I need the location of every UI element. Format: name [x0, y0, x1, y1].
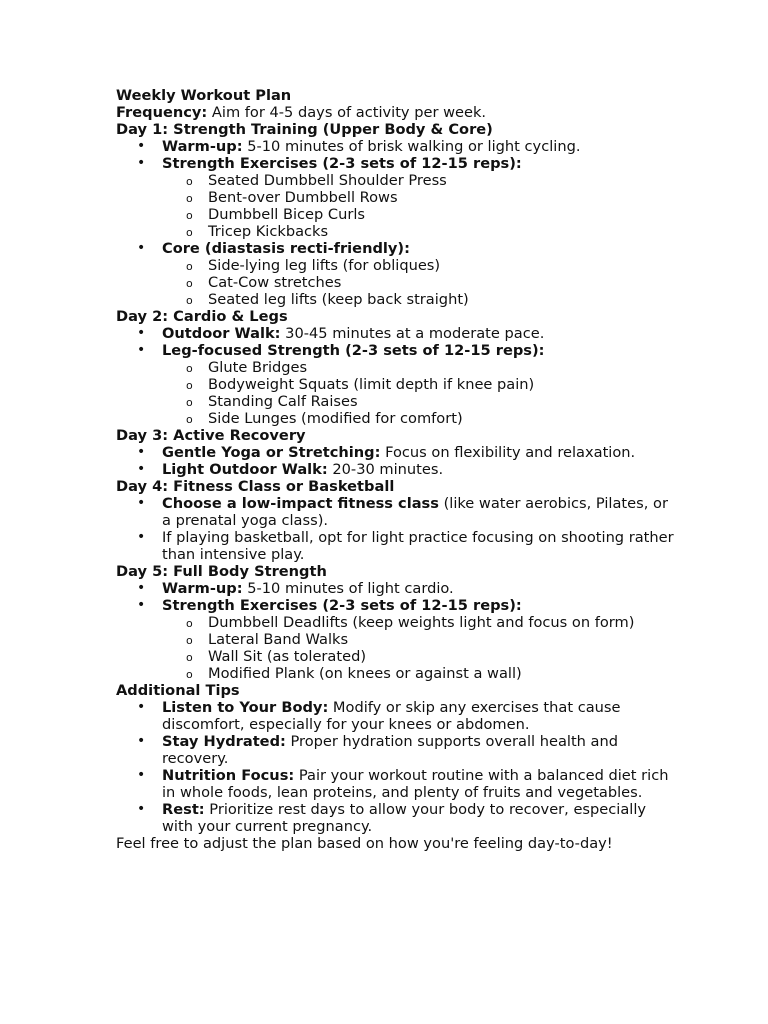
list-item: [116, 733, 676, 767]
day4-heading: Day 4: Fitness Class or Basketball: [116, 478, 395, 495]
item-text: 5-10 minutes of brisk walking or light cycling.: [242, 138, 581, 155]
circle-bullet-icon: o: [186, 362, 193, 375]
circle-bullet-icon: o: [186, 668, 193, 681]
bullet-icon: •: [137, 699, 146, 715]
sublist-item-text: Bent-over Dumbbell Rows: [208, 189, 398, 206]
circle-bullet-icon: o: [186, 413, 193, 426]
day3-heading: Day 3: Active Recovery: [116, 427, 306, 444]
item-text: Prioritize rest days to allow your body to recover, especially with your current pregnancy.: [162, 801, 647, 835]
bullet-icon: •: [137, 529, 146, 545]
circle-bullet-icon: o: [186, 651, 193, 664]
circle-bullet-icon: o: [186, 209, 193, 222]
item-text: (like water aerobics, Pilates, or a prenatal yoga class).: [162, 495, 668, 529]
circle-bullet-icon: o: [186, 175, 193, 188]
page-title: Weekly Workout Plan: [116, 87, 292, 104]
day3-list: [116, 444, 676, 478]
sublist-item: [162, 393, 676, 410]
item-label: Warm-up:: [162, 138, 243, 155]
sublist-item-text: Side Lunges (modified for comfort): [208, 410, 463, 427]
item-label: Leg-focused Strength (2-3 sets of 12-15 reps):: [162, 342, 545, 359]
sublist-item: [162, 631, 676, 648]
item-label: Stay Hydrated:: [162, 733, 286, 750]
list-item: [116, 495, 676, 529]
bullet-icon: •: [137, 733, 146, 749]
sublist-item-text: Tricep Kickbacks: [208, 223, 329, 240]
item-text: Modify or skip any exercises that cause discomfort, especially for your knees or abdomen.: [162, 699, 621, 733]
bullet-icon: •: [137, 342, 146, 358]
sublist-item-text: Lateral Band Walks: [208, 631, 349, 648]
tips-list: [116, 699, 676, 835]
day5-heading: Day 5: Full Body Strength: [116, 563, 327, 580]
sublist-item: [162, 223, 676, 240]
list-item: [116, 138, 676, 155]
item-text: Pair your workout routine with a balanced diet rich in whole foods, lean proteins, and plenty of fruits and vegetables.: [162, 767, 669, 801]
list-item: [116, 444, 676, 461]
sublist-item: [162, 410, 676, 427]
sublist: [162, 172, 676, 240]
frequency-line: [116, 104, 676, 121]
list-item: [116, 240, 676, 308]
item-label: Warm-up:: [162, 580, 243, 597]
bullet-icon: •: [137, 495, 146, 511]
list-item: [116, 461, 676, 478]
item-text: Focus on flexibility and relaxation.: [380, 444, 636, 461]
list-item: [116, 342, 676, 427]
sublist-item: [162, 665, 676, 682]
item-label: Core (diastasis recti-friendly):: [162, 240, 410, 257]
sublist-item: [162, 206, 676, 223]
item-text: 20-30 minutes.: [327, 461, 444, 478]
list-item: [116, 155, 676, 240]
item-label: Choose a low-impact fitness class: [162, 495, 439, 512]
sublist-item-text: Cat-Cow stretches: [208, 274, 342, 291]
tips-heading: Additional Tips: [116, 682, 240, 699]
sublist-item-text: Seated Dumbbell Shoulder Press: [208, 172, 447, 189]
bullet-icon: •: [137, 325, 146, 341]
item-text: 30-45 minutes at a moderate pace.: [280, 325, 545, 342]
sublist-item: [162, 614, 676, 631]
day5-list: [116, 580, 676, 682]
circle-bullet-icon: o: [186, 226, 193, 239]
list-item: [116, 529, 676, 563]
sublist-item: [162, 189, 676, 206]
day4-list: [116, 495, 676, 563]
day2-heading: Day 2: Cardio & Legs: [116, 308, 288, 325]
sublist-item: [162, 274, 676, 291]
item-text: 5-10 minutes of light cardio.: [242, 580, 454, 597]
sublist: [162, 359, 676, 427]
sublist-item-text: Wall Sit (as tolerated): [208, 648, 367, 665]
circle-bullet-icon: o: [186, 294, 193, 307]
item-label: Listen to Your Body:: [162, 699, 329, 716]
list-item: [116, 325, 676, 342]
circle-bullet-icon: o: [186, 396, 193, 409]
circle-bullet-icon: o: [186, 379, 193, 392]
sublist-item: [162, 257, 676, 274]
day1-heading: Day 1: Strength Training (Upper Body & Core): [116, 121, 493, 138]
list-item: [116, 597, 676, 682]
sublist-item-text: Side-lying leg lifts (for obliques): [208, 257, 441, 274]
item-label: Outdoor Walk:: [162, 325, 281, 342]
sublist: [162, 614, 676, 682]
day1-list: [116, 138, 676, 308]
list-item: [116, 801, 676, 835]
circle-bullet-icon: o: [186, 617, 193, 630]
frequency-text: Aim for 4-5 days of activity per week.: [207, 104, 487, 121]
bullet-icon: •: [137, 155, 146, 171]
item-label: Gentle Yoga or Stretching:: [162, 444, 381, 461]
frequency-label: Frequency:: [116, 104, 208, 121]
item-label: Nutrition Focus:: [162, 767, 295, 784]
document-body: [116, 87, 676, 852]
item-label: Light Outdoor Walk:: [162, 461, 328, 478]
sublist-item-text: Glute Bridges: [208, 359, 308, 376]
item-text: If playing basketball, opt for light practice focusing on shooting rather than intensive play.: [162, 529, 674, 563]
sublist-item-text: Standing Calf Raises: [208, 393, 358, 410]
sublist-item-text: Bodyweight Squats (limit depth if knee pain): [208, 376, 535, 393]
list-item: [116, 699, 676, 733]
item-label: Strength Exercises (2-3 sets of 12-15 reps):: [162, 597, 522, 614]
sublist-item: [162, 359, 676, 376]
bullet-icon: •: [137, 801, 146, 817]
bullet-icon: •: [137, 597, 146, 613]
circle-bullet-icon: o: [186, 634, 193, 647]
sublist-item-text: Dumbbell Bicep Curls: [208, 206, 366, 223]
bullet-icon: •: [137, 767, 146, 783]
list-item: [116, 580, 676, 597]
bullet-icon: •: [137, 580, 146, 596]
item-label: Strength Exercises (2-3 sets of 12-15 reps):: [162, 155, 522, 172]
item-text: Proper hydration supports overall health and recovery.: [162, 733, 619, 767]
circle-bullet-icon: o: [186, 260, 193, 273]
sublist-item-text: Seated leg lifts (keep back straight): [208, 291, 469, 308]
circle-bullet-icon: o: [186, 192, 193, 205]
bullet-icon: •: [137, 240, 146, 256]
bullet-icon: •: [137, 138, 146, 154]
list-item: [116, 767, 676, 801]
sublist-item: [162, 376, 676, 393]
closing-line: Feel free to adjust the plan based on how you're feeling day-to-day!: [116, 835, 613, 852]
bullet-icon: •: [137, 461, 146, 477]
circle-bullet-icon: o: [186, 277, 193, 290]
sublist-item-text: Dumbbell Deadlifts (keep weights light and focus on form): [208, 614, 635, 631]
sublist-item: [162, 648, 676, 665]
sublist-item: [162, 172, 676, 189]
item-label: Rest:: [162, 801, 205, 818]
sublist: [162, 257, 676, 308]
sublist-item-text: Modified Plank (on knees or against a wall): [208, 665, 522, 682]
sublist-item: [162, 291, 676, 308]
day2-list: [116, 325, 676, 427]
bullet-icon: •: [137, 444, 146, 460]
